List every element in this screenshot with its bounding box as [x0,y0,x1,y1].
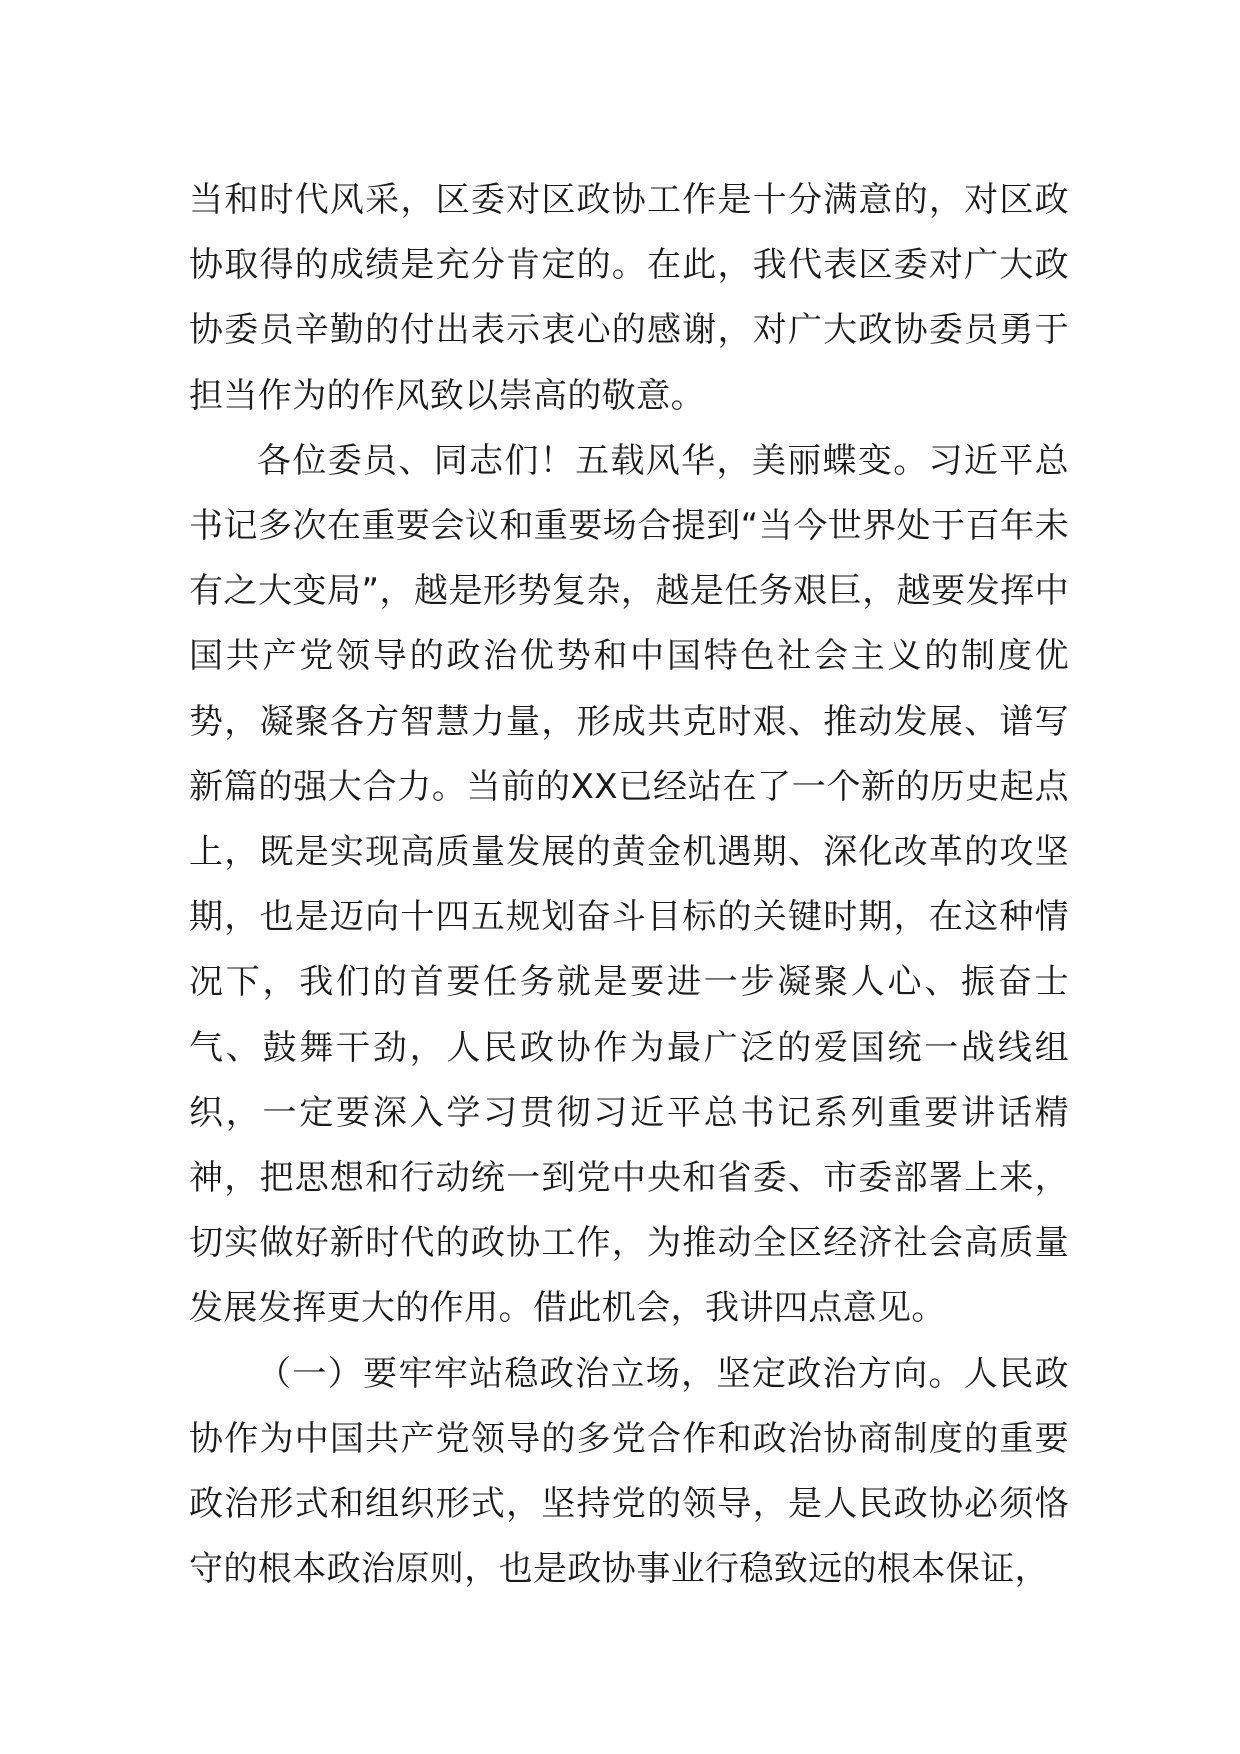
paragraph-address: 各位委员、同志们！五载风华，美丽蝶变。习近平总书记多次在重要会议和重要场合提到“当今世界处于百年未有之大变局”，越是形势复杂，越是任务艰巨，越要发挥中国共产党领导的政治优势和中国特色社会主义的制度优势，凝聚各方智慧力量，形成共克时艰、推动发展、谱写新篇的强大合力。当前的XX已经站在了一个新的历史起点上，既是实现高质量发展的黄金机遇期、深化改革的攻坚期，也是迈向十四五规划奋斗目标的关键时期，在这种情况下，我们的首要任务就是要进一步凝聚人心、振奋士气、鼓舞干劲，人民政协作为最广泛的爱国统一战线组织，一定要深入学习贯彻习近平总书记系列重要讲话精神，把思想和行动统一到党中央和省委、市委部署上来，切实做好新时代的政协工作，为推动全区经济社会高质量发展发挥更大的作用。借此机会，我讲四点意见。 [189,440,1069,1329]
paragraph-point-one: （一）要牢牢站稳政治立场，坚定政治方向。人民政协作为中国共产党领导的多党合作和政治协商制度的重要政治形式和组织形式，坚持党的领导，是人民政协必须恪守的根本政治原则，也是政协事业行稳致远的根本保证， [189,1353,1069,1590]
paragraph-continuation: 当和时代风采，区委对区政协工作是十分满意的，对区政协取得的成绩是充分肯定的。在此，我代表区委对广大政协委员辛勤的付出表示衷心的感谢，对广大政协委员勇于担当作为的作风致以崇高的敬意。 [189,180,1069,416]
document-body [189,168,1069,1602]
